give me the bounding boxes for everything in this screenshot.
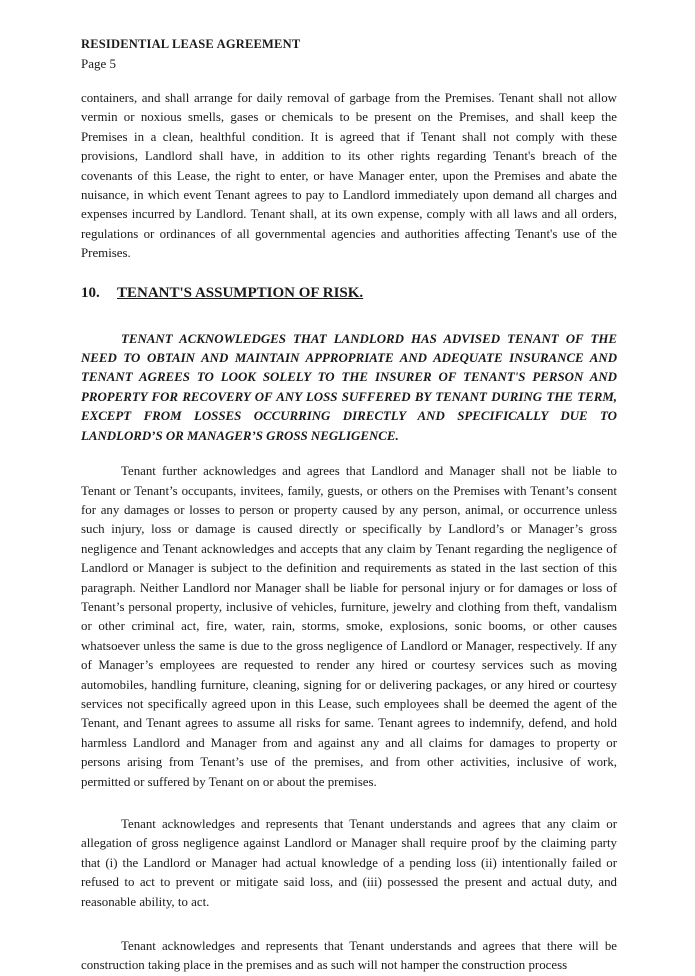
page-number-label: Page 5 [81, 56, 117, 71]
document-title: RESIDENTIAL LEASE AGREEMENT [81, 37, 301, 51]
section-title: TENANT'S ASSUMPTION OF RISK. [117, 284, 364, 301]
section-number: 10. [81, 284, 100, 301]
paragraph-construction-notice: Tenant acknowledges and represents that Tenant understands and agrees that there will be construction taking place in the premises and as such will not hamper the construction process [81, 939, 617, 973]
paragraph-insurance-notice: TENANT ACKNOWLEDGES THAT LANDLORD HAS ADVISED TENANT OF THE NEED TO OBTAIN AND MAINTAIN APPROPRIATE AND ADEQUATE INSURANCE AND TENANT AGREES TO LOOK SOLELY TO THE INSURER OF TENANT'S PERSON AND PROPERTY FOR RECOVERY OF ANY LOSS SUFFERED BY TENANT DURING THE TERM, EXCEPT FROM LOSSES OCCURRING DIRECTLY AND SPECIFICALLY DUE TO LANDLORD’S OR MANAGER’S GROSS NEGLIGENCE. [81, 331, 617, 443]
paragraph-garbage-removal: containers, and shall arrange for daily removal of garbage from the Premises. Tenant shall not allow vermin or noxious smells, gases or chemicals to be present on the Premises, and shall keep the Premises in a clean, healthful condition. It is agreed that if Tenant shall not comply with these provisions, Landlord shall have, in addition to its other rights regarding Tenant's breach of the covenants of this Lease, the right to enter, or have Manager enter, upon the Premises and abate the nuisance, in which event Tenant agrees to pay to Landlord immediately upon demand all charges and expenses incurred by Landlord. Tenant shall, at its own expense, comply with all laws and all orders, regulations or ordinances of all governmental agencies and authorities affecting Tenant's use of the Premises. [81, 91, 617, 261]
paragraph-liability-waiver: Tenant further acknowledges and agrees that Landlord and Manager shall not be liable to Tenant or Tenant’s occupants, invitees, family, guests, or others on the Premises with Tenant’s consent for any damages or losses to person or property caused by any person, animal, or occurrence unless such injury, loss or damage is caused directly or specifically by Landlord’s or Manager’s gross negligence and Tenant acknowledges and accepts that any claim by Tenant regarding the negligence of Landlord or Manager is subject to the definition and requirements as stated in the last section of this paragraph. Neither Landlord nor Manager shall be liable for personal injury or for damages or loss of Tenant’s personal property, inclusive of vehicles, furniture, jewelry and clothing from theft, vandalism or other criminal act, fire, water, rain, storms, smoke, explosions, sonic booms, or other causes whatsoever unless the same is due to the gross negligence of Landlord or Manager, respectively. If any of Manager’s employees are requested to render any hired or courtesy services such as moving automobiles, handling furniture, cleaning, signing for or delivering packages, or any hired or courtesy services not specifically agreed upon in this Lease, such employees shall be deemed the agent of the Tenant, and Tenant agrees to assume all risks for same. Tenant agrees to indemnify, defend, and hold harmless Landlord and Manager from and against any and all claims for damages to property or persons arising from Tenant’s use of the premises, and from other activities, inclusive of work, permitted or suffered by Tenant on or about the premises. [81, 464, 617, 789]
document-header [81, 34, 617, 74]
section-heading [81, 284, 617, 302]
paragraph-gross-negligence-proof: Tenant acknowledges and represents that Tenant understands and agrees that any claim or allegation of gross negligence against Landlord or Manager shall require proof by the claiming party that (i) the Landlord or Manager had actual knowledge of a pending loss (ii) intentionally failed or refused to act to prevent or mitigate said loss, and (iii) possessed the present and actual duty, and reasonable ability, to act. [81, 817, 617, 909]
